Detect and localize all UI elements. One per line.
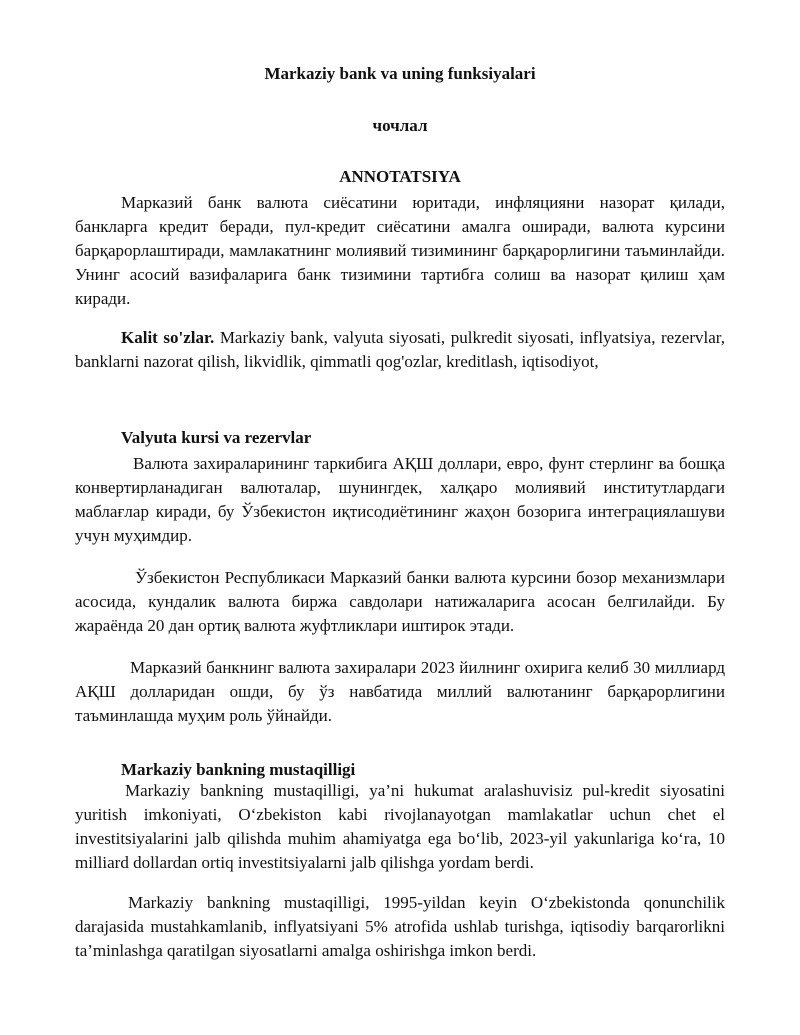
keywords-paragraph bbox=[75, 326, 725, 374]
section1-paragraph-1 bbox=[75, 452, 725, 548]
section1-paragraph-2 bbox=[75, 566, 725, 638]
section-heading-mustaqillik: Markaziy bankning mustaqilligi bbox=[121, 760, 356, 779]
section1-paragraph-3 bbox=[75, 656, 725, 728]
section1-p3-text: Марказий банкнинг валюта захиралари 2023 йилнинг охирига келиб 30 миллиард АҚШ долларидан ошди, бу ўз навбатида миллий валютанинг барқарорлигини таъминлашда муҳим роль ўйнайди. bbox=[75, 658, 725, 725]
section2-p1-text: Markaziy bankning mustaqilligi, ya’ni hukumat aralashuvisiz pul-kredit siyosatini yuritish imkoniyati, O‘zbekiston kabi rivojlanayotgan mamlakatlar uchun chet el investitsiyalarini jalb qilishda muhim ahamiyatga ega bo‘lib, 2023-yil yakunlariga ko‘ra, 10 milliard dollardan ortiq investitsiyalarni jalb qilishga yordam berdi. bbox=[75, 781, 725, 872]
document-title: Markaziy bank va uning funksiyalari bbox=[264, 64, 536, 83]
section-heading-valyuta: Valyuta kursi va rezervlar bbox=[121, 428, 312, 447]
section2-p2-text: Markaziy bankning mustaqilligi, 1995-yildan keyin O‘zbekistonda qonunchilik darajasida mustahkamlanib, inflyatsiyani 5% atrofida ushlab turishga, iqtisodiy barqarorlikni ta’minlashga qaratilgan siyosatlarni amalga oshirishga imkon berdi. bbox=[75, 893, 725, 960]
section1-p2-text: Ўзбекистон Республикаси Марказий банки валюта курсини бозор механизмлари асосида, кундалик валюта биржа савдолари натижаларига асосан белгилайди. Бу жараёнда 20 дан ортиқ валюта жуфтликлари иштирок этади. bbox=[75, 568, 725, 635]
section2-paragraph-1 bbox=[75, 779, 725, 875]
section2-paragraph-2 bbox=[75, 891, 725, 963]
annotation-heading: ANNOTATSIYA bbox=[339, 167, 461, 186]
annotation-text: Марказий банк валюта сиёсатини юритади, инфляцияни назорат қилади, банкларга кредит беради, пул-кредит сиёсатини амалга оширади, валюта курсини барқарорлаштиради, мамлакатнинг молиявий тизимининг барқарорлигини таъминлайди. Унинг асосий вазифаларига банк тизимини тартибга солиш ва назорат қилиш ҳам киради. bbox=[75, 193, 725, 308]
section1-p1-text: Валюта захираларининг таркибига АҚШ доллари, евро, фунт стерлинг ва бошқа конвертирланадиган валюталар, шунингдек, халқаро молиявий институтлардаги маблағлар киради, бу Ўзбекистон иқтисодиётининг жаҳон бозорига интеграциялашуви учун муҳимдир. bbox=[75, 454, 725, 545]
keywords-label: Kalit so'zlar. bbox=[121, 328, 215, 347]
author-name: чочлал bbox=[372, 116, 428, 135]
keywords-text: Markaziy bank, valyuta siyosati, pulkredit siyosati, inflyatsiya, rezervlar, banklarni nazorat qilish, likvidlik, qimmatli qog'ozlar, kreditlash, iqtisodiyot, bbox=[75, 328, 725, 371]
annotation-paragraph bbox=[75, 191, 725, 311]
